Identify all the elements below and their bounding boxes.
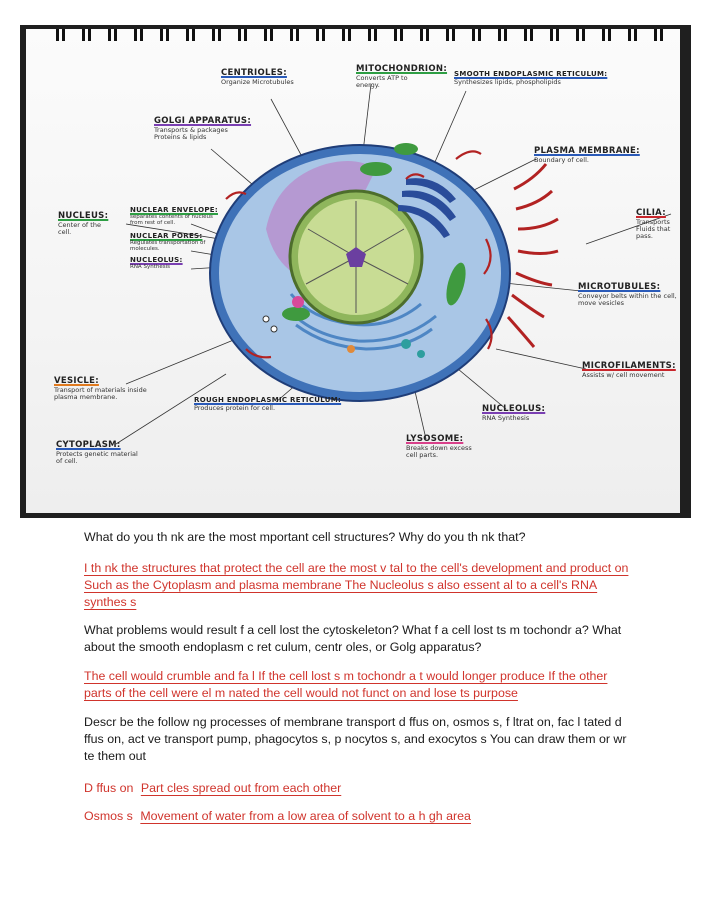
answer-1-text: I th nk the structures that protect the cell are the most v tal to the cell's development and product on Such as the Cytoplasm and plasma membrane The Nucleolus s also essent al to a cell's RNA synthes s [84,561,629,609]
label-nuclear-envelope: NUCLEAR ENVELOPE: separates contents of nucleus from rest of cell. [130,206,218,227]
label-centrioles: CENTRIOLES: Organize Microtubules [221,68,294,86]
label-golgi: GOLGI APPARATUS: Transports & packages Proteins & lipids [154,116,252,141]
label-cytoplasm: CYTOPLASM: Protects genetic material of cell. [56,440,138,465]
cell-diagram-photo [20,25,691,518]
sketchbook-page [26,29,680,513]
label-smooth-er: SMOOTH ENDOPLASMIC RETICULUM: Synthesizes lipids, phospholipids [454,70,608,87]
label-microtubules: MICROTUBULES: Conveyor belts within the cell, move vesicles [578,282,677,307]
spiral-binding [56,29,663,41]
osmosis-label: Osmos s [84,809,133,823]
label-nucleolus-lower: NUCLEOLUS: RNA Synthesis [482,404,546,422]
question-2: What problems would result f a cell lost the cytoskeleton? What f a cell lost ts m tochondr a? What about the smooth endoplasm c ret culum, centr oles, or Golg apparatus? [84,623,622,654]
label-microfilaments: MICROFILAMENTS: Assists w/ cell movement [582,361,676,379]
label-nucleolus-inner: NUCLEOLUS: RNA Synthesis [130,256,183,271]
diffusion-answer: Part cles spread out from each other [140,781,342,795]
label-vesicle: VESICLE: Transport of materials inside plasma membrane. [54,376,147,401]
question-3: Descr be the follow ng processes of membrane transport d ffus on, osmos s, f ltrat on, fac l tated d ffus on, act ve transport pump, phagocytos s, p nocytos s, and exocytos s You can draw them or wr te them out [84,715,627,763]
label-plasma-membrane: PLASMA MEMBRANE: Boundary of cell. [534,146,640,164]
label-nuclear-pores: NUCLEAR PORES: Regulates transportation of molecules. [130,232,206,253]
osmosis-answer: Movement of water from a low area of solvent to a h gh area [140,809,471,823]
answer-1 [84,560,632,611]
osmosis-row [84,808,471,825]
label-rough-er: ROUGH ENDOPLASMIC RETICULUM: Produces protein for cell. [194,396,342,413]
cilia-drawing [508,164,558,347]
diffusion-row [84,780,341,797]
label-lysosome: LYSOSOME: Breaks down excess cell parts. [406,434,472,459]
label-mitochondrion: MITOCHONDRION: Converts ATP to energy. [356,64,448,89]
diffusion-label: D ffus on [84,781,134,795]
question-1: What do you th nk are the most mportant cell structures? Why do you th nk that? [84,530,526,544]
label-cilia: CILIA: Transports Fluids that pass. [636,208,671,240]
answer-2 [84,668,632,702]
answer-2-text: The cell would crumble and fa l If the cell lost s m tochondr a t would longer produce If the other parts of the cell were el m nated the cell would not funct on and lose ts purpose [84,669,608,700]
label-nucleus: NUCLEUS: Center of the cell. [58,211,109,236]
